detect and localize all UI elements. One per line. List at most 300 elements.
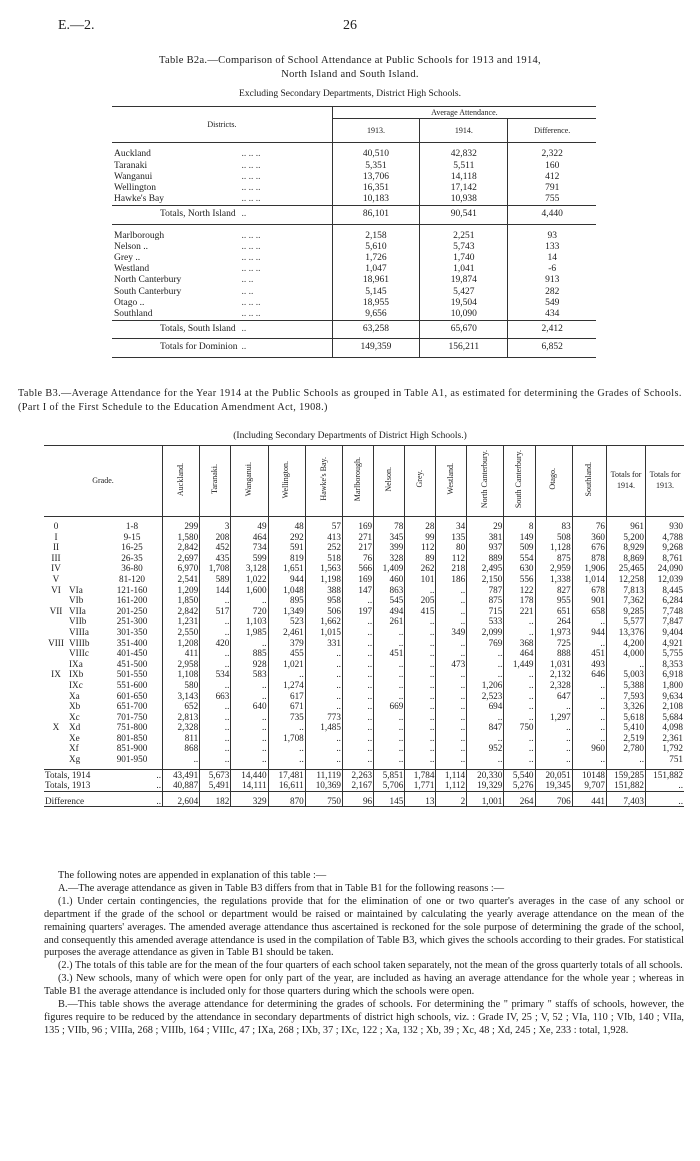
table-cell: 875	[535, 553, 572, 564]
attendance-range: 81-120	[118, 573, 146, 584]
table-b-title: Table B3.—Average Attendance for the Year 1914 at the Public Schools as grouped in Table A1, as estimated for determining the Grades of Schools. (Part I of the First Schedule to the Education Amendment Act, 1908.)	[18, 388, 682, 413]
table-row	[112, 287, 596, 298]
table-cell: ..	[374, 659, 405, 670]
district-name: Hawke's Bay	[114, 194, 164, 205]
table-cell: ..	[374, 627, 405, 638]
difference-row	[44, 796, 684, 807]
table-cell: 145	[374, 796, 405, 807]
table-row	[44, 542, 684, 553]
value-y1914: 14,118	[420, 172, 508, 183]
table-cell: 413	[305, 532, 342, 543]
value-y1913: 18,955	[332, 298, 419, 309]
table-cell: ..	[405, 627, 436, 638]
district-header-label: Grey.	[415, 470, 425, 488]
table-cell: 144	[200, 585, 231, 596]
leader-dots: .. .. ..	[241, 253, 261, 264]
value-y1913: 40,510	[332, 149, 419, 160]
table-a-title-line1: Table B2a.—Comparison of School Attendance at Public Schools for 1913 and 1914,	[159, 55, 541, 66]
table-cell: 583	[231, 669, 268, 680]
table-cell: 889	[467, 553, 504, 564]
table-cell: 262	[405, 563, 436, 574]
leader-dots: ..	[102, 796, 163, 807]
table-cell: 819	[268, 553, 305, 564]
table-cell: 523	[268, 616, 305, 627]
attendance-range: 601-650	[116, 690, 148, 701]
table-cell: 5,673	[200, 769, 231, 780]
column-header: Difference.	[508, 119, 596, 143]
table-cell: 958	[305, 595, 342, 606]
table-row	[44, 691, 684, 702]
table-cell: 676	[572, 542, 606, 553]
table-cell: 1,973	[535, 627, 572, 638]
district-header-label: Wanganui.	[244, 462, 254, 497]
table-cell: 5,003	[607, 669, 646, 680]
totals-1913-header: Totals for 1913.	[646, 446, 685, 517]
district-column-header	[231, 446, 268, 517]
table-row	[44, 574, 684, 585]
table-cell: ..	[305, 754, 342, 765]
table-cell: ..	[405, 659, 436, 670]
table-cell: 1,208	[163, 638, 200, 649]
table-cell: 3	[200, 521, 231, 532]
table-cell: 1,850	[163, 595, 200, 606]
page-number: 26	[343, 18, 357, 33]
table-cell: 197	[342, 606, 373, 617]
district-column-header	[405, 446, 436, 517]
table-cell: ..	[436, 616, 467, 627]
table-cell: ..	[342, 743, 373, 754]
value-y1913: 63,258	[332, 321, 419, 339]
table-cell: ..	[504, 680, 535, 691]
table-cell: ..	[535, 722, 572, 733]
table-cell: 169	[342, 574, 373, 585]
table-cell: 1,985	[231, 627, 268, 638]
value-y1913: 9,656	[332, 309, 419, 321]
table-cell: ..	[305, 669, 342, 680]
table-cell: 827	[535, 585, 572, 596]
table-cell: 8,869	[607, 553, 646, 564]
table-cell: 368	[504, 638, 535, 649]
table-row	[44, 733, 684, 744]
value-y1914: 5,427	[420, 287, 508, 298]
grade-roman: X	[52, 722, 60, 733]
table-cell: 8,445	[646, 585, 685, 596]
table-cell: 261	[374, 616, 405, 627]
value-y1913: 13,706	[332, 172, 419, 183]
table-cell: ..	[342, 680, 373, 691]
table-cell: ..	[305, 733, 342, 744]
district-name: Auckland	[114, 149, 151, 160]
district-column-header	[342, 446, 373, 517]
attendance-range: 401-450	[116, 648, 148, 659]
table-cell: 6,970	[163, 563, 200, 574]
table-cell: 5,577	[607, 616, 646, 627]
table-cell: 28	[405, 521, 436, 532]
district-name: South Canterbury	[114, 286, 182, 297]
table-row	[44, 659, 684, 670]
table-cell: ..	[504, 733, 535, 744]
grade-subdivision: VIa	[69, 584, 83, 595]
grade-roman	[44, 701, 68, 712]
table-row	[112, 275, 596, 286]
table-cell: ..	[342, 733, 373, 744]
table-cell: 725	[535, 638, 572, 649]
value-y1914: 10,938	[420, 194, 508, 206]
table-cell: 5,410	[607, 722, 646, 733]
table-cell: 48	[268, 521, 305, 532]
table-cell: 960	[572, 743, 606, 754]
table-cell: 464	[504, 648, 535, 659]
table-cell: 205	[405, 595, 436, 606]
table-cell: 1,114	[436, 769, 467, 780]
leader-dots: ..	[102, 780, 163, 791]
table-cell: 554	[504, 553, 535, 564]
table-cell: 706	[535, 796, 572, 807]
table-row	[112, 231, 596, 242]
table-cell: 1,231	[163, 616, 200, 627]
table-cell: 299	[163, 521, 200, 532]
leader-dots: ..	[239, 321, 332, 339]
table-cell: ..	[200, 712, 231, 723]
table-cell: 9,707	[572, 780, 606, 791]
table-cell: 101	[405, 574, 436, 585]
table-cell: ..	[342, 659, 373, 670]
table-cell: ..	[405, 585, 436, 596]
table-cell: 99	[405, 532, 436, 543]
table-row	[44, 743, 684, 754]
attendance-range: 161-200	[116, 595, 148, 606]
attendance-range: 851-900	[116, 743, 148, 754]
table-cell: 1,651	[268, 563, 305, 574]
table-cell: ..	[305, 648, 342, 659]
table-cell: 8,929	[607, 542, 646, 553]
table-cell: 811	[163, 733, 200, 744]
table-cell: 1,800	[646, 680, 685, 691]
table-cell: 399	[374, 542, 405, 553]
district-column-header	[268, 446, 305, 517]
table-cell: 460	[374, 574, 405, 585]
table-cell: 360	[572, 532, 606, 543]
grade-subdivision	[68, 563, 102, 574]
attendance-range: 121-160	[116, 584, 148, 595]
value-y1914: 17,142	[420, 183, 508, 194]
table-cell: 773	[305, 712, 342, 723]
value-y1914: 5,743	[420, 242, 508, 253]
value-diff: 4,440	[508, 206, 596, 224]
table-row	[112, 172, 596, 183]
table-row	[44, 722, 684, 733]
table-cell: 1,014	[572, 574, 606, 585]
table-cell: ..	[436, 691, 467, 702]
table-cell: 961	[607, 521, 646, 532]
table-cell: ..	[374, 680, 405, 691]
table-cell: 151,882	[646, 769, 685, 780]
district-name: Wellington	[114, 183, 156, 194]
table-a	[112, 106, 596, 358]
table-cell: ..	[436, 595, 467, 606]
table-cell: ..	[342, 701, 373, 712]
table-cell: 952	[467, 743, 504, 754]
value-diff: 282	[508, 287, 596, 298]
table-cell: ..	[572, 754, 606, 765]
table-cell: ..	[504, 627, 535, 638]
table-cell: ..	[436, 722, 467, 733]
page-header	[0, 18, 700, 38]
table-cell: 658	[572, 606, 606, 617]
table-cell: 2,263	[342, 769, 373, 780]
table-cell: 5,755	[646, 648, 685, 659]
table-cell: ..	[342, 595, 373, 606]
note-2: (2.) The totals of this table are for the mean of the four quarters of each school taken separately, not the mean of the gross quarterly totals of all schools.	[58, 960, 683, 972]
table-cell: 930	[646, 521, 685, 532]
district-column-header	[572, 446, 606, 517]
grade-subdivision: Xd	[69, 722, 81, 733]
district-header-label: Taranaki.	[209, 464, 219, 495]
value-y1914: 2,251	[420, 231, 508, 242]
table-cell: 944	[268, 574, 305, 585]
table-cell: 2,958	[163, 659, 200, 670]
table-cell: 13,376	[607, 627, 646, 638]
table-row	[44, 638, 684, 649]
table-cell: 2,099	[467, 627, 504, 638]
table-cell: 1,580	[163, 532, 200, 543]
grade-subdivision: VIb	[69, 595, 84, 606]
district-column-header	[374, 446, 405, 517]
table-cell: 208	[200, 532, 231, 543]
difference-row-label: Difference	[44, 796, 102, 807]
table-cell: 4,788	[646, 532, 685, 543]
table-cell: 651	[535, 606, 572, 617]
table-cell: 506	[305, 606, 342, 617]
table-cell: 264	[535, 616, 572, 627]
table-cell: 750	[305, 796, 342, 807]
table-cell: 49	[231, 521, 268, 532]
district-column-header	[200, 446, 231, 517]
grade-roman	[44, 733, 68, 744]
table-cell: 518	[305, 553, 342, 564]
table-cell: 9,285	[607, 606, 646, 617]
district-name: North Canterbury	[114, 275, 182, 286]
table-cell: 895	[268, 595, 305, 606]
table-cell: ..	[504, 669, 535, 680]
total-row	[112, 206, 596, 224]
grade-subdivision: Xa	[69, 690, 80, 701]
table-cell: 1,485	[305, 722, 342, 733]
table-cell: 2,813	[163, 712, 200, 723]
table-row	[44, 553, 684, 564]
grade-roman	[44, 691, 68, 702]
table-cell: 5,618	[607, 712, 646, 723]
table-cell: ..	[231, 691, 268, 702]
table-cell: ..	[436, 648, 467, 659]
table-cell: ..	[405, 722, 436, 733]
table-cell: ..	[231, 712, 268, 723]
table-cell: 292	[268, 532, 305, 543]
table-cell: ..	[405, 754, 436, 765]
table-cell: 349	[436, 627, 467, 638]
district-name: Marlborough	[114, 230, 165, 241]
value-diff: 2,412	[508, 321, 596, 339]
table-cell: 221	[504, 606, 535, 617]
district-column-header	[163, 446, 200, 517]
table-cell: ..	[572, 722, 606, 733]
grade-subdivision: IXc	[69, 679, 83, 690]
table-cell: ..	[374, 733, 405, 744]
table-cell: 264	[504, 796, 535, 807]
table-cell: 455	[268, 648, 305, 659]
table-cell: 217	[342, 542, 373, 553]
table-cell: ..	[467, 712, 504, 723]
table-cell: ..	[163, 754, 200, 765]
value-y1914: 19,874	[420, 275, 508, 286]
table-cell: 3,128	[231, 563, 268, 574]
table-cell: 640	[231, 701, 268, 712]
table-cell: ..	[200, 722, 231, 733]
grade-roman	[44, 680, 68, 691]
table-cell: 847	[467, 722, 504, 733]
table-cell: 678	[572, 585, 606, 596]
table-cell: 1,206	[467, 680, 504, 691]
table-cell: ..	[405, 701, 436, 712]
note-1: (1.) Under certain contingencies, the regulations provide that for the elimination of one or two quarter's averages in the case of any school or department if the grade of the school or department would be raised or maintained by calculating the yearly average attendance on the mean of the remaining quarters' averages. The amended average attendance thus ascertained is reckoned for the sole purpose of determining the grade of the school, and consequently this amended average attendance is used in the compilation of Table B3, which gives the schools according to their grades. For statistical purposes the average attendance as given in Table B1 should be taken.	[44, 895, 684, 959]
table-cell: ..	[268, 754, 305, 765]
table-cell: 7,748	[646, 606, 685, 617]
note-3: (3.) New schools, many of which were open for only part of the year, are included as having an average attendance for the whole year ; whereas in Table B1 the average attendance is included only for those quarters during which the schools were open.	[44, 973, 684, 998]
table-cell: 566	[342, 563, 373, 574]
table-row	[44, 680, 684, 691]
table-row	[44, 627, 684, 638]
table-cell: ..	[646, 780, 685, 791]
table-cell: ..	[342, 648, 373, 659]
table-cell: 5,851	[374, 769, 405, 780]
table-cell: 2,541	[163, 574, 200, 585]
table-cell: ..	[200, 627, 231, 638]
table-cell: 617	[268, 691, 305, 702]
value-diff: 755	[508, 194, 596, 206]
leader-dots: .. .. ..	[241, 171, 261, 182]
table-cell: ..	[305, 680, 342, 691]
notes-intro: The following notes are appended in explanation of this table :—	[58, 870, 327, 881]
table-cell: 2,604	[163, 796, 200, 807]
value-y1914: 1,740	[420, 253, 508, 264]
table-cell: ..	[231, 754, 268, 765]
table-cell: ..	[405, 712, 436, 723]
table-cell: ..	[374, 691, 405, 702]
table-cell: ..	[231, 733, 268, 744]
table-cell: 169	[342, 521, 373, 532]
leader-dots: .. .. ..	[241, 264, 261, 275]
table-cell: 750	[504, 722, 535, 733]
district-header-label: Nelson.	[383, 466, 393, 492]
table-cell: 1,274	[268, 680, 305, 691]
table-cell: 452	[200, 542, 231, 553]
table-cell: 441	[572, 796, 606, 807]
table-cell: ..	[342, 638, 373, 649]
table-cell: 5,684	[646, 712, 685, 723]
grade-roman	[44, 754, 68, 765]
table-cell: ..	[436, 606, 467, 617]
table-cell: ..	[342, 754, 373, 765]
leader-dots: ..	[239, 339, 332, 357]
table-row	[44, 532, 684, 543]
table-cell: ..	[342, 712, 373, 723]
value-y1913: 5,610	[332, 242, 419, 253]
table-cell: 1,001	[467, 796, 504, 807]
note-a: A.—The average attendance as given in Table B3 differs from that in Table B1 for the following reasons :—	[58, 882, 505, 894]
table-cell: 2,550	[163, 627, 200, 638]
table-cell: ..	[436, 701, 467, 712]
value-diff: 2,322	[508, 149, 596, 160]
table-cell: ..	[572, 701, 606, 712]
grade-roman: IX	[51, 669, 61, 680]
grade-roman	[44, 616, 68, 627]
table-cell: 19,345	[535, 780, 572, 791]
grade-subdivision	[68, 532, 102, 543]
district-name: Wanganui	[114, 171, 153, 182]
table-cell: ..	[467, 754, 504, 765]
attendance-range: 16-25	[121, 542, 143, 553]
value-y1914: 5,511	[420, 161, 508, 172]
grade-roman: VI	[51, 584, 61, 595]
table-cell: 2,523	[467, 691, 504, 702]
value-y1913: 5,145	[332, 287, 419, 298]
table-cell: 2,150	[467, 574, 504, 585]
table-cell: ..	[268, 743, 305, 754]
table-cell: 20,051	[535, 769, 572, 780]
table-cell: ..	[200, 701, 231, 712]
table-cell: 328	[374, 553, 405, 564]
table-cell: 20,330	[467, 769, 504, 780]
table-cell: 1,409	[374, 563, 405, 574]
table-cell: 1,662	[305, 616, 342, 627]
table-cell: 9,268	[646, 542, 685, 553]
table-cell: 40,887	[163, 780, 200, 791]
table-cell: 1,128	[535, 542, 572, 553]
grade-roman	[44, 627, 68, 638]
grade-subdivision	[68, 542, 102, 553]
table-cell: ..	[305, 659, 342, 670]
table-cell: 509	[504, 542, 535, 553]
table-cell: 2	[436, 796, 467, 807]
table-cell: ..	[607, 754, 646, 765]
leader-dots: ..	[102, 769, 163, 780]
table-cell: 8	[504, 521, 535, 532]
table-row	[112, 264, 596, 275]
attendance-range: 351-400	[116, 637, 148, 648]
grade-roman: V	[52, 573, 60, 584]
attendance-range: 251-300	[116, 616, 148, 627]
table-cell: 5,388	[607, 680, 646, 691]
table-cell: 83	[535, 521, 572, 532]
table-cell: ..	[200, 648, 231, 659]
table-cell: 863	[374, 585, 405, 596]
grade-subdivision	[68, 553, 102, 564]
table-row	[44, 606, 684, 617]
grade-subdivision: Xe	[69, 732, 80, 743]
table-cell: ..	[467, 733, 504, 744]
table-cell: 9,634	[646, 691, 685, 702]
table-cell: 720	[231, 606, 268, 617]
grade-subdivision: Xg	[69, 754, 81, 765]
table-cell: 647	[535, 691, 572, 702]
value-diff: 160	[508, 161, 596, 172]
table-cell: ..	[374, 669, 405, 680]
table-cell: 2,519	[607, 733, 646, 744]
table-cell: ..	[572, 616, 606, 627]
attendance-range: 651-700	[116, 701, 148, 712]
table-cell: 663	[200, 691, 231, 702]
table-row	[44, 563, 684, 574]
